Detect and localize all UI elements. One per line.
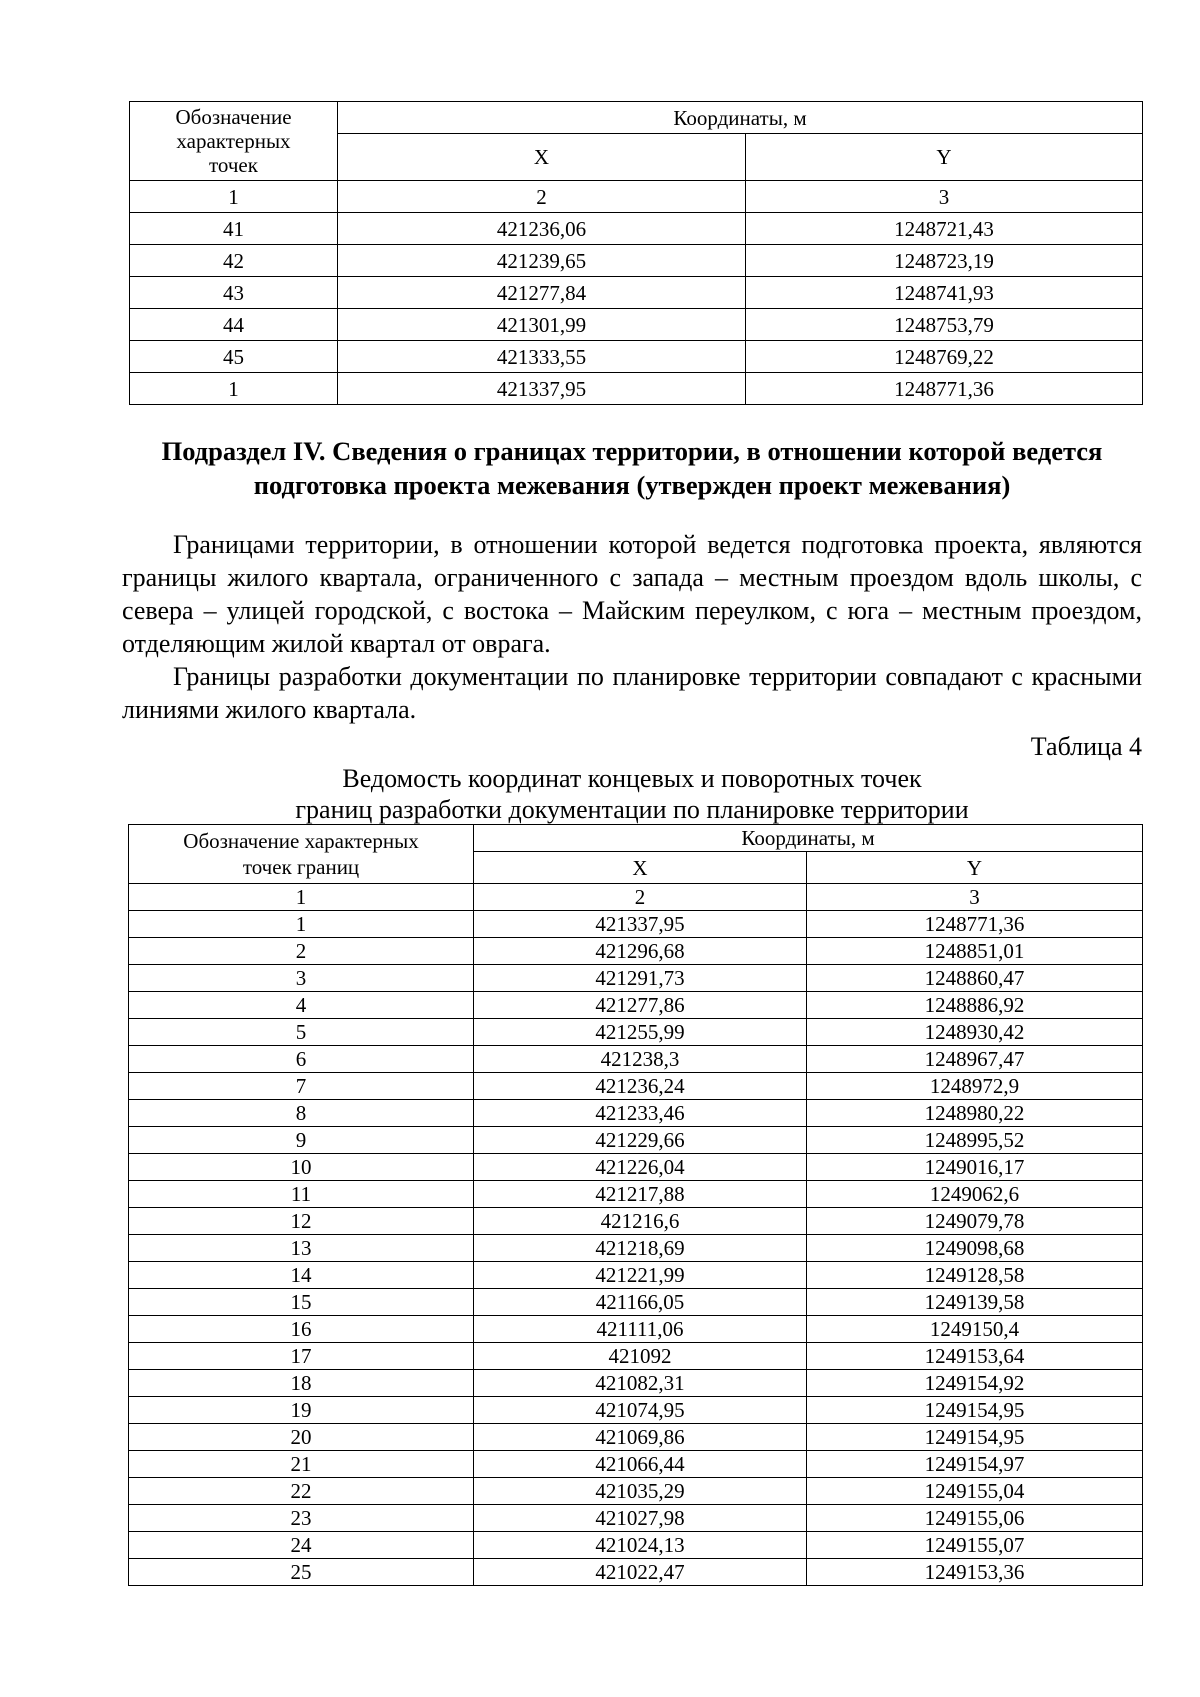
y-coordinate-cell: 1249150,4 — [807, 1316, 1143, 1343]
table-row — [129, 911, 1143, 938]
point-cell: 7 — [129, 1073, 474, 1100]
coordinates-table-continued — [129, 101, 1143, 405]
numbering-cell: 3 — [746, 181, 1143, 213]
point-cell: 45 — [130, 341, 338, 373]
x-coordinate-cell: 421069,86 — [474, 1424, 807, 1451]
table-row — [129, 1100, 1143, 1127]
y-coordinate-cell: 1248851,01 — [807, 938, 1143, 965]
column-header-point: Обозначение характерных точек — [130, 102, 338, 181]
y-coordinate-cell: 1248972,9 — [807, 1073, 1143, 1100]
point-cell: 41 — [130, 213, 338, 245]
x-coordinate-cell: 421337,95 — [474, 911, 807, 938]
x-coordinate-cell: 421238,3 — [474, 1046, 807, 1073]
table-row — [129, 965, 1143, 992]
table-row — [129, 1316, 1143, 1343]
table-row — [129, 1262, 1143, 1289]
point-cell: 44 — [130, 309, 338, 341]
y-coordinate-cell: 1248771,36 — [807, 911, 1143, 938]
x-coordinate-cell: 421233,46 — [474, 1100, 807, 1127]
x-coordinate-cell: 421074,95 — [474, 1397, 807, 1424]
y-coordinate-cell: 1249153,64 — [807, 1343, 1143, 1370]
x-coordinate-cell: 421296,68 — [474, 938, 807, 965]
table-caption — [122, 763, 1142, 825]
table-row — [130, 341, 1143, 373]
table-row — [130, 309, 1143, 341]
x-coordinate-cell: 421066,44 — [474, 1451, 807, 1478]
x-coordinate-cell: 421277,84 — [338, 277, 746, 309]
point-cell: 14 — [129, 1262, 474, 1289]
x-coordinate-cell: 421291,73 — [474, 965, 807, 992]
x-coordinate-cell: 421337,95 — [338, 373, 746, 405]
column-header-point: Обозначение характерных точек границ — [129, 825, 474, 884]
table-row — [129, 1343, 1143, 1370]
table-row — [129, 938, 1143, 965]
y-coordinate-cell: 1248995,52 — [807, 1127, 1143, 1154]
numbering-row — [130, 181, 1143, 213]
point-cell: 8 — [129, 1100, 474, 1127]
table-row — [129, 1532, 1143, 1559]
column-header-y: Y — [746, 134, 1143, 181]
x-coordinate-cell: 421333,55 — [338, 341, 746, 373]
column-header-coordinates: Координаты, м — [474, 825, 1143, 852]
table1-body — [130, 213, 1143, 405]
y-coordinate-cell: 1249098,68 — [807, 1235, 1143, 1262]
y-coordinate-cell: 1248741,93 — [746, 277, 1143, 309]
paragraph-red-lines: Границы разработки документации по планировке территории совпадают с красными линиями жилого квартала. — [122, 662, 1142, 724]
y-coordinate-cell: 1249154,92 — [807, 1370, 1143, 1397]
y-coordinate-cell: 1249153,36 — [807, 1559, 1143, 1586]
table-row — [129, 1208, 1143, 1235]
x-coordinate-cell: 421218,69 — [474, 1235, 807, 1262]
y-coordinate-cell: 1248771,36 — [746, 373, 1143, 405]
point-cell: 3 — [129, 965, 474, 992]
x-coordinate-cell: 421027,98 — [474, 1505, 807, 1532]
table-caption-line1: Ведомость координат концевых и поворотных точек — [342, 764, 922, 793]
table-row — [129, 1154, 1143, 1181]
x-coordinate-cell: 421277,86 — [474, 992, 807, 1019]
y-coordinate-cell: 1249154,97 — [807, 1451, 1143, 1478]
point-cell: 11 — [129, 1181, 474, 1208]
numbering-row — [129, 884, 1143, 911]
point-cell: 10 — [129, 1154, 474, 1181]
x-coordinate-cell: 421166,05 — [474, 1289, 807, 1316]
x-coordinate-cell: 421221,99 — [474, 1262, 807, 1289]
table-row — [129, 1235, 1143, 1262]
point-cell: 22 — [129, 1478, 474, 1505]
table-label: Таблица 4 — [1030, 732, 1142, 761]
table-caption-line2: границ разработки документации по планировке территории — [295, 795, 969, 824]
table-row — [129, 992, 1143, 1019]
column-header-x: X — [474, 852, 807, 884]
y-coordinate-cell: 1248980,22 — [807, 1100, 1143, 1127]
point-cell: 6 — [129, 1046, 474, 1073]
x-coordinate-cell: 421217,88 — [474, 1181, 807, 1208]
numbering-cell: 1 — [129, 884, 474, 911]
point-cell: 5 — [129, 1019, 474, 1046]
point-cell: 1 — [129, 911, 474, 938]
table-row — [129, 1559, 1143, 1586]
point-cell: 13 — [129, 1235, 474, 1262]
point-cell: 9 — [129, 1127, 474, 1154]
table2-body — [129, 911, 1143, 1586]
table-row — [129, 1289, 1143, 1316]
column-header-y: Y — [807, 852, 1143, 884]
point-cell: 15 — [129, 1289, 474, 1316]
y-coordinate-cell: 1249154,95 — [807, 1397, 1143, 1424]
y-coordinate-cell: 1249139,58 — [807, 1289, 1143, 1316]
x-coordinate-cell: 421226,04 — [474, 1154, 807, 1181]
x-coordinate-cell: 421236,24 — [474, 1073, 807, 1100]
point-cell: 1 — [130, 373, 338, 405]
numbering-cell: 3 — [807, 884, 1143, 911]
y-coordinate-cell: 1249128,58 — [807, 1262, 1143, 1289]
table-row — [129, 1046, 1143, 1073]
x-coordinate-cell: 421024,13 — [474, 1532, 807, 1559]
x-coordinate-cell: 421082,31 — [474, 1370, 807, 1397]
table-row — [130, 213, 1143, 245]
x-coordinate-cell: 421239,65 — [338, 245, 746, 277]
x-coordinate-cell: 421301,99 — [338, 309, 746, 341]
point-cell: 2 — [129, 938, 474, 965]
x-coordinate-cell: 421111,06 — [474, 1316, 807, 1343]
point-cell: 21 — [129, 1451, 474, 1478]
table-row — [129, 1451, 1143, 1478]
x-coordinate-cell: 421092 — [474, 1343, 807, 1370]
numbering-cell: 1 — [130, 181, 338, 213]
section-heading: Подраздел IV. Сведения о границах территории, в отношении которой ведется подготовка проекта межевания (утвержден проект межевания) — [161, 436, 1103, 500]
y-coordinate-cell: 1248860,47 — [807, 965, 1143, 992]
point-cell: 19 — [129, 1397, 474, 1424]
table-row — [130, 373, 1143, 405]
y-coordinate-cell: 1248753,79 — [746, 309, 1143, 341]
y-coordinate-cell: 1248721,43 — [746, 213, 1143, 245]
paragraph-boundaries: Границами территории, в отношении которой ведется подготовка проекта, являются границы жилого квартала, ограниченного с запада – местным проездом вдоль школы, с севера – улицей городской, с востока – Майским переулком, с юга – местным проездом, отделяющим жилой квартал от оврага. — [122, 530, 1142, 658]
column-header-x: X — [338, 134, 746, 181]
y-coordinate-cell: 1249079,78 — [807, 1208, 1143, 1235]
table-row — [129, 1505, 1143, 1532]
point-cell: 20 — [129, 1424, 474, 1451]
x-coordinate-cell: 421229,66 — [474, 1127, 807, 1154]
point-cell: 4 — [129, 992, 474, 1019]
boundary-coordinates-table — [128, 824, 1143, 1586]
y-coordinate-cell: 1249016,17 — [807, 1154, 1143, 1181]
y-coordinate-cell: 1248930,42 — [807, 1019, 1143, 1046]
table-row — [129, 1478, 1143, 1505]
x-coordinate-cell: 421236,06 — [338, 213, 746, 245]
point-cell: 18 — [129, 1370, 474, 1397]
numbering-cell: 2 — [338, 181, 746, 213]
y-coordinate-cell: 1249155,04 — [807, 1478, 1143, 1505]
y-coordinate-cell: 1249154,95 — [807, 1424, 1143, 1451]
point-cell: 25 — [129, 1559, 474, 1586]
point-cell: 24 — [129, 1532, 474, 1559]
point-cell: 16 — [129, 1316, 474, 1343]
point-cell: 23 — [129, 1505, 474, 1532]
numbering-cell: 2 — [474, 884, 807, 911]
x-coordinate-cell: 421035,29 — [474, 1478, 807, 1505]
point-cell: 17 — [129, 1343, 474, 1370]
y-coordinate-cell: 1248723,19 — [746, 245, 1143, 277]
table-row — [129, 1424, 1143, 1451]
point-cell: 42 — [130, 245, 338, 277]
y-coordinate-cell: 1249062,6 — [807, 1181, 1143, 1208]
table-row — [130, 245, 1143, 277]
y-coordinate-cell: 1249155,07 — [807, 1532, 1143, 1559]
table-row — [129, 1127, 1143, 1154]
table-row — [130, 277, 1143, 309]
y-coordinate-cell: 1249155,06 — [807, 1505, 1143, 1532]
point-cell: 12 — [129, 1208, 474, 1235]
column-header-coordinates: Координаты, м — [338, 102, 1143, 134]
x-coordinate-cell: 421255,99 — [474, 1019, 807, 1046]
y-coordinate-cell: 1248769,22 — [746, 341, 1143, 373]
table-row — [129, 1019, 1143, 1046]
x-coordinate-cell: 421022,47 — [474, 1559, 807, 1586]
y-coordinate-cell: 1248967,47 — [807, 1046, 1143, 1073]
table-row — [129, 1181, 1143, 1208]
table-row — [129, 1397, 1143, 1424]
point-cell: 43 — [130, 277, 338, 309]
table-row — [129, 1073, 1143, 1100]
table-row — [129, 1370, 1143, 1397]
y-coordinate-cell: 1248886,92 — [807, 992, 1143, 1019]
x-coordinate-cell: 421216,6 — [474, 1208, 807, 1235]
